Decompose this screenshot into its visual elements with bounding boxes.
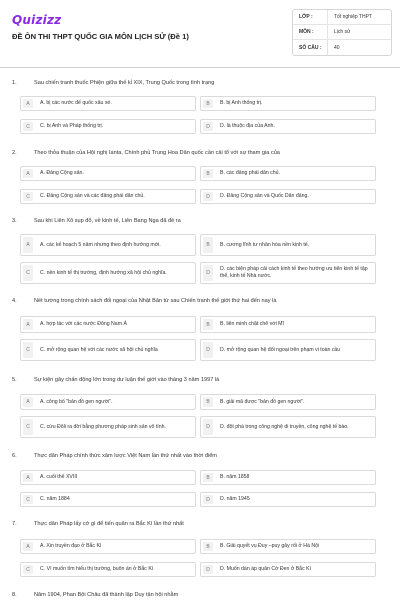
option-c[interactable] (20, 416, 196, 438)
meta-value: 40 (327, 40, 391, 55)
option-c[interactable] (20, 262, 196, 284)
option-letter: D (203, 495, 213, 504)
option-a[interactable] (20, 234, 196, 256)
option-letter: A (23, 473, 33, 482)
option-text: A. công bố "bản đồ gen người". (40, 398, 113, 405)
option-text: B. cương lĩnh tư nhân hóa nền kinh tế. (220, 241, 310, 248)
question-stem (12, 150, 392, 157)
option-text: C. cừu Đôli ra đời bằng phương pháp sinh sản vô tính. (40, 423, 166, 430)
option-b[interactable] (200, 316, 376, 333)
option-text: A. các kế hoạch 5 năm nhưng theo định hướng mới. (40, 241, 161, 248)
option-text: C. năm 1884 (40, 496, 70, 502)
option-text: B. năm 1858 (220, 474, 250, 480)
question-2 (12, 150, 392, 157)
option-letter: C (23, 265, 33, 281)
page-title: ĐỀ ÔN THI THPT QUỐC GIA MÔN LỊCH SỬ (Đề 1) (12, 32, 189, 41)
option-text: B. giải mã được "bản đồ gen người". (220, 398, 305, 405)
question-stem (12, 592, 392, 599)
question-1 (12, 80, 392, 87)
meta-row-subject (293, 25, 391, 40)
option-letter: A (23, 237, 33, 253)
option-text: A. cuối thế XVIII (40, 474, 78, 480)
meta-row-count (293, 40, 391, 55)
option-b[interactable] (200, 470, 376, 485)
option-letter: D (203, 342, 213, 358)
question-4 (12, 298, 392, 305)
option-letter: A (23, 319, 33, 330)
header-divider (0, 67, 400, 68)
option-letter: D (203, 565, 213, 574)
question-stem (12, 298, 392, 305)
question-number: 8. (12, 592, 17, 598)
option-text: A. Xin truyền đạo ở Bắc Kì (40, 543, 102, 549)
option-text: B. các đảng phái dân chủ. (220, 170, 280, 176)
option-d[interactable] (200, 339, 376, 361)
header (0, 0, 400, 70)
option-c[interactable] (20, 119, 196, 134)
option-d[interactable] (200, 492, 376, 507)
option-c[interactable] (20, 492, 196, 507)
question-stem (12, 80, 392, 87)
option-c[interactable] (20, 189, 196, 204)
option-letter: B (203, 397, 213, 407)
option-c[interactable] (20, 562, 196, 577)
option-b[interactable] (200, 394, 376, 410)
question-number: 4. (12, 298, 17, 304)
option-text: C. bị Anh và Pháp thống trị. (40, 123, 104, 129)
option-text: D. các biện pháp cải cách kinh tế theo hướng ưu tiên kinh tế tập thể, kinh tế Nhà nước. (220, 266, 368, 279)
option-a[interactable] (20, 539, 196, 554)
option-a[interactable] (20, 470, 196, 485)
option-a[interactable] (20, 316, 196, 333)
meta-info-box (292, 9, 392, 56)
meta-value: Lịch sử (327, 25, 391, 39)
option-text: A. bị các nước đế quốc xâu xé. (40, 100, 112, 106)
option-letter: B (203, 542, 213, 551)
option-text: C. mở rộng quan hệ với các nước xã hội chủ nghĩa (40, 346, 158, 353)
question-number: 6. (12, 453, 17, 459)
option-text: C. nền kinh tế thị trường, định hướng xã hội chủ nghĩa. (40, 269, 167, 276)
option-letter: C (23, 342, 33, 358)
option-c[interactable] (20, 339, 196, 361)
option-text: D. Đảng Cộng sản và Quốc Dân đảng. (220, 193, 309, 199)
question-6 (12, 453, 392, 460)
option-text: A. hợp tác với các nước Đông Nam Á (40, 321, 127, 327)
option-text: C. Vì muốn tìm hiểu thị trường, buôn án ở Bắc Kì (40, 566, 154, 572)
option-letter: B (203, 169, 213, 178)
option-text: D. năm 1945 (220, 496, 250, 502)
option-letter: B (203, 319, 213, 330)
question-text: Thực dân Pháp lấy cớ gì để tiến quân ra Bắc Kì lần thứ nhất (34, 521, 184, 527)
question-text: Sự kiện gây chấn động lớn trong dư luận thế giới vào tháng 3 năm 1997 là (34, 377, 220, 383)
option-d[interactable] (200, 262, 376, 284)
quizizz-logo: Quizizz (12, 13, 62, 27)
question-text: Thực dân Pháp chính thức xâm lược Việt Nam lần thứ nhất vào thời điểm (34, 453, 217, 459)
option-letter: D (203, 192, 213, 201)
option-letter: C (23, 495, 33, 504)
meta-key: LỚP : (299, 14, 313, 20)
option-b[interactable] (200, 166, 376, 181)
question-5 (12, 377, 392, 384)
question-stem (12, 218, 392, 225)
question-text: Sau khi Liên Xô sụp đổ, về kinh tế, Liên Bang Nga đã đề ra (34, 218, 181, 224)
question-number: 3. (12, 218, 17, 224)
option-b[interactable] (200, 539, 376, 554)
option-letter: D (203, 419, 213, 435)
option-d[interactable] (200, 562, 376, 577)
option-d[interactable] (200, 119, 376, 134)
option-letter: A (23, 397, 33, 407)
option-text: D. Muốn dàn áp quân Cờ Đen ở Bắc Kì (220, 566, 312, 572)
option-a[interactable] (20, 394, 196, 410)
option-text: B. liên minh chặt chẽ với Mĩ (220, 321, 284, 327)
option-d[interactable] (200, 189, 376, 204)
question-stem (12, 377, 392, 384)
question-text: Theo thỏa thuận của Hội nghị Ianta, Chính phủ Trung Hoa Dân quốc cần cải tổ với sự tham gia của (34, 150, 280, 156)
meta-key: MÔN : (299, 29, 314, 35)
question-3 (12, 218, 392, 225)
question-text: Nét tương trong chính sách đối ngoại của Nhật Bản từ sau Chiến tranh thế giới thứ hai đến nay là (34, 298, 277, 304)
question-stem (12, 453, 392, 460)
question-stem (12, 521, 392, 528)
option-letter: C (23, 419, 33, 435)
option-letter: C (23, 122, 33, 131)
option-letter: C (23, 565, 33, 574)
question-number: 1. (12, 80, 17, 86)
option-text: B. bị Anh thống trị. (220, 100, 263, 106)
option-b[interactable] (200, 96, 376, 111)
question-number: 2. (12, 150, 17, 156)
option-letter: A (23, 169, 33, 178)
option-d[interactable] (200, 416, 376, 438)
option-a[interactable] (20, 166, 196, 181)
option-text: D. là thuộc địa của Anh. (220, 123, 275, 129)
option-letter: A (23, 542, 33, 551)
option-letter: B (203, 473, 213, 482)
option-b[interactable] (200, 234, 376, 256)
option-a[interactable] (20, 96, 196, 111)
question-number: 7. (12, 521, 17, 527)
option-text: D. mở rộng quan hệ đối ngoại trên phạm vi toàn cầu (220, 346, 341, 353)
option-text: C. Đảng Cộng sản và các đảng phái dân chủ. (40, 193, 145, 199)
option-letter: A (23, 99, 33, 108)
option-letter: C (23, 192, 33, 201)
option-letter: B (203, 99, 213, 108)
meta-row-class (293, 10, 391, 25)
question-text: Năm 1904, Phan Bội Châu đã thành lập Duy tân hội nhằm (34, 592, 179, 598)
question-7 (12, 521, 392, 528)
question-8 (12, 592, 392, 599)
question-text: Sau chiến tranh thuốc Phiện giữa thế kỉ XIX, Trung Quốc trong tình trạng (34, 80, 215, 86)
option-text: B. Giải quyết vụ Đuy –puy gây rối ở Hà Nội (220, 543, 320, 549)
question-number: 5. (12, 377, 17, 383)
option-text: A. Đảng Cộng sản. (40, 170, 84, 176)
option-letter: B (203, 237, 213, 253)
option-letter: D (203, 122, 213, 131)
option-letter: D (203, 265, 213, 281)
meta-value: Tốt nghiệp THPT (327, 10, 391, 24)
meta-key: SỐ CÂU : (299, 44, 322, 51)
option-text: D. đột phá trong công nghệ di truyền, công nghệ tế bào. (220, 423, 349, 430)
